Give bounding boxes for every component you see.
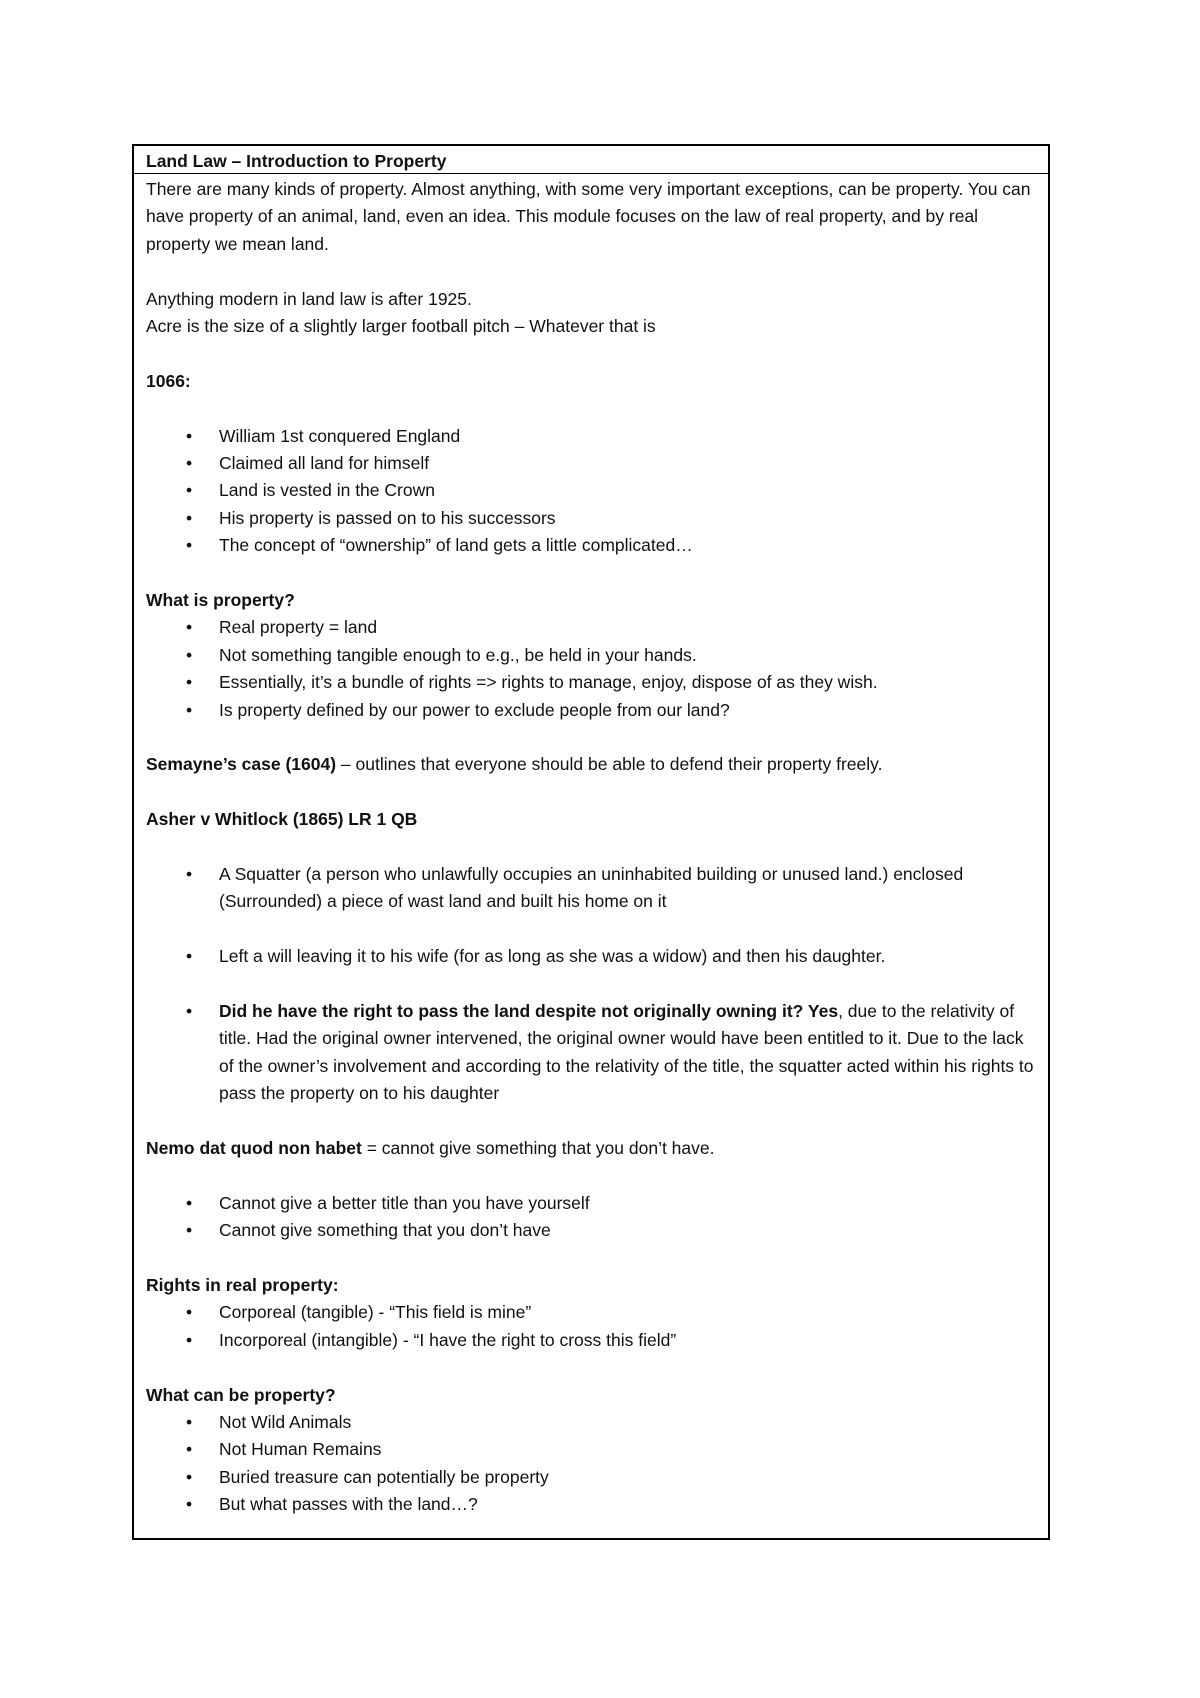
modern-note: Anything modern in land law is after 1925. — [146, 288, 472, 309]
list-item: • The concept of “ownership” of land gets a little complicated… — [146, 532, 1036, 559]
list-item: • William 1st conquered England — [146, 423, 1036, 450]
list-item: • But what passes with the land…? — [146, 1491, 1036, 1518]
bullet-icon: • — [186, 617, 193, 638]
heading-what-is-property: What is property? — [146, 590, 295, 611]
heading-what-can-be-property: What can be property? — [146, 1384, 336, 1405]
list-item: • Is property defined by our power to exclude people from our land? — [146, 697, 1036, 724]
bullet-icon: • — [186, 864, 193, 885]
semayne-case: Semayne’s case (1604) – outlines that everyone should be able to defend their property freely. — [146, 754, 883, 775]
heading-1066: 1066: — [146, 370, 191, 391]
bullet-icon: • — [186, 1494, 193, 1515]
list-item: • Not something tangible enough to e.g., be held in your hands. — [146, 642, 1036, 669]
bullet-icon: • — [186, 453, 193, 474]
heading-rights: Rights in real property: — [146, 1275, 339, 1296]
bullet-icon: • — [186, 1302, 193, 1323]
list-nemo-dat — [146, 1190, 1036, 1245]
bullet-icon: • — [186, 425, 193, 446]
list-item: • Cannot give something that you don’t have — [146, 1217, 1036, 1244]
list-item: • Not Human Remains — [146, 1436, 1036, 1463]
notes-body — [134, 174, 1048, 1519]
nemo-dat: Nemo dat quod non habet = cannot give something that you don’t have. — [146, 1138, 715, 1159]
list-item: • Cannot give a better title than you have yourself — [146, 1190, 1036, 1217]
list-rights — [146, 1299, 1036, 1354]
list-1066 — [146, 423, 1036, 560]
intro-paragraph: There are many kinds of property. Almost anything, with some very important exceptions, can be property. You can have property of an animal, land, even an idea. This module focuses on the law of real property, and by real property we mean land. — [146, 179, 1031, 254]
bullet-icon: • — [186, 480, 193, 501]
list-item: • Did he have the right to pass the land despite not originally owning it? Yes, due to the relativity of title. Had the original owner intervened, the original owner would have been entitled to it. Due to the lack of the owner’s involvement and according to the relativity of the title, the squatter acted within his rights to pass the property on to his daughter — [146, 998, 1036, 1108]
page-title: Land Law – Introduction to Property — [134, 146, 1048, 174]
bullet-icon: • — [186, 507, 193, 528]
bullet-icon: • — [186, 1439, 193, 1460]
list-item: • Buried treasure can potentially be property — [146, 1464, 1036, 1491]
bullet-icon: • — [186, 1220, 193, 1241]
bullet-icon: • — [186, 1001, 193, 1022]
list-item: • Essentially, it’s a bundle of rights => rights to manage, enjoy, dispose of as they wish. — [146, 669, 1036, 696]
list-asher — [146, 861, 1036, 916]
list-what-is-property — [146, 614, 1036, 724]
bullet-icon: • — [186, 672, 193, 693]
heading-asher-v-whitlock: Asher v Whitlock (1865) LR 1 QB — [146, 809, 418, 830]
bullet-icon: • — [186, 946, 193, 967]
list-item: • Land is vested in the Crown — [146, 477, 1036, 504]
bullet-icon: • — [186, 644, 193, 665]
list-item: • Incorporeal (intangible) - “I have the right to cross this field” — [146, 1327, 1036, 1354]
bullet-icon: • — [186, 1412, 193, 1433]
list-item: • Claimed all land for himself — [146, 450, 1036, 477]
list-item: • A Squatter (a person who unlawfully occupies an uninhabited building or unused land.) enclosed (Surrounded) a piece of wast land and built his home on it — [146, 861, 1036, 916]
bullet-icon: • — [186, 1466, 193, 1487]
list-item: • His property is passed on to his successors — [146, 505, 1036, 532]
notes-table — [132, 144, 1050, 1540]
list-item: • Not Wild Animals — [146, 1409, 1036, 1436]
list-what-can-be-property — [146, 1409, 1036, 1519]
bullet-icon: • — [186, 1192, 193, 1213]
list-item: • Real property = land — [146, 614, 1036, 641]
list-item: • Corporeal (tangible) - “This field is mine” — [146, 1299, 1036, 1326]
list-item: • Left a will leaving it to his wife (for as long as she was a widow) and then his daughter. — [146, 943, 1036, 970]
bullet-icon: • — [186, 1329, 193, 1350]
bullet-icon: • — [186, 699, 193, 720]
acre-note: Acre is the size of a slightly larger football pitch – Whatever that is — [146, 316, 656, 337]
bullet-icon: • — [186, 535, 193, 556]
